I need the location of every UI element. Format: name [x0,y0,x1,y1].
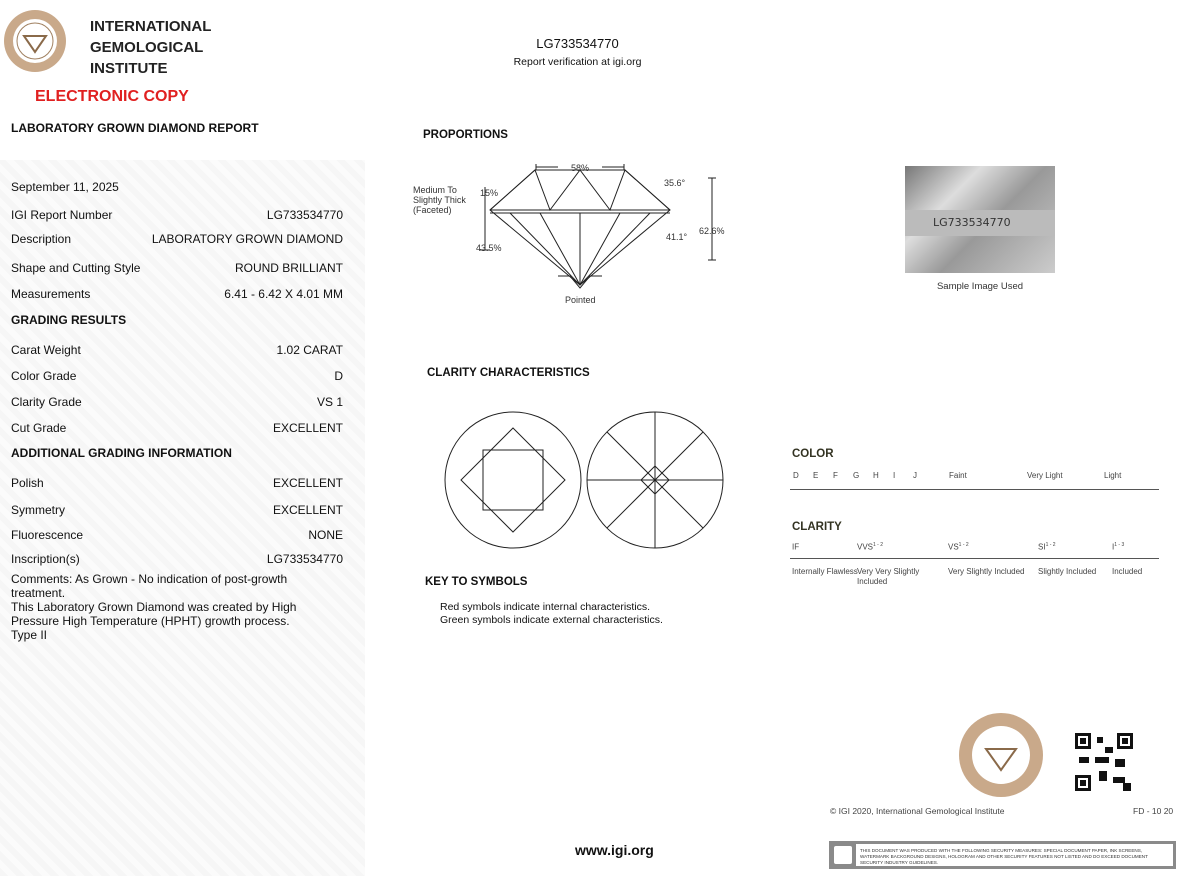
comment-line: Comments: As Grown - No indication of post-growth treatment. [11,572,288,600]
detail-value: EXCELLENT [272,476,343,490]
sample-image-caption: Sample Image Used [936,281,1024,292]
igi-seal [958,712,1044,798]
sample-inscription-text: LG733534770 [905,210,1055,236]
culet: Pointed [565,295,596,305]
table-percent: 58% [571,163,590,173]
detail-row [11,476,343,490]
detail-label: Cut Grade [11,421,67,435]
clarity-code: VS [948,542,959,552]
detail-row [11,287,343,301]
form-code: FD - 10 20 [1133,806,1174,816]
detail-row [11,180,343,194]
clarity-grade [792,542,799,552]
additional-grading-heading: ADDITIONAL GRADING INFORMATION [11,446,232,460]
detail-row [11,232,343,246]
color-grade: J [913,471,917,480]
clarity-desc: Very Very Slightly Included [857,567,920,586]
clarity-sup: 1 - 3 [1114,542,1125,548]
qr-code[interactable] [1075,733,1133,791]
detail-label: Symmetry [11,503,65,517]
clarity-plot-diagrams [443,411,728,551]
clarity-code: VVS [857,542,874,552]
clarity-grade [948,542,969,552]
clarity-desc: Very Slightly Included [948,567,1025,576]
detail-value: D [334,369,343,383]
girdle-label [413,185,466,215]
website-link[interactable]: www.igi.org [575,842,654,858]
detail-row [11,421,343,435]
color-grade: G [853,471,860,480]
color-range: Faint [949,471,967,480]
org-line: GEMOLOGICAL [90,39,204,56]
detail-value: NONE [308,528,343,542]
pavilion-angle: 41.1° [666,232,688,242]
copyright: © IGI 2020, International Gemological Institute [830,806,1005,816]
detail-value: 1.02 CARAT [276,343,343,357]
detail-row [11,343,343,357]
crown-height: 15% [480,188,499,198]
total-depth: 62.6% [699,226,725,236]
detail-row [11,528,343,542]
clarity-desc: Slightly Included [1038,567,1097,576]
detail-value: LG733534770 [266,208,343,222]
detail-row [11,552,343,566]
clarity-code: SI [1038,542,1046,552]
detail-label: Polish [11,476,44,490]
clarity-scale-divider [790,558,1159,559]
key-line: Red symbols indicate internal characteristics. [440,601,651,613]
report-number-header: LG733534770 [536,36,619,51]
detail-value: 6.41 - 6.42 X 4.01 MM [224,287,343,301]
electronic-copy-label: ELECTRONIC COPY [35,88,189,105]
detail-row [11,261,343,275]
detail-label: Shape and Cutting Style [11,261,141,275]
color-scale-divider [790,489,1159,490]
key-to-symbols-text [440,601,663,627]
sample-inscription-image [905,166,1055,273]
color-grade: H [873,471,879,480]
detail-row [11,369,343,383]
comments [11,572,341,642]
clarity-grade [857,542,883,552]
detail-row [11,395,343,409]
girdle-line: Medium To [413,185,457,195]
clarity-sup: 1 - 2 [958,542,969,548]
proportions-diagram [480,160,730,300]
clarity-grade [1112,542,1124,552]
detail-label: Inscription(s) [11,552,80,566]
color-range: Very Light [1027,471,1063,480]
detail-value: ROUND BRILLIANT [234,261,343,275]
detail-value: EXCELLENT [272,421,343,435]
comment-line: Type II [11,628,48,642]
detail-row [11,503,343,517]
detail-value: LABORATORY GROWN DIAMOND [151,232,343,246]
detail-value: EXCELLENT [272,503,343,517]
clarity-grade [1038,542,1056,552]
detail-label: Fluorescence [11,528,84,542]
detail-value: LG733534770 [266,552,343,566]
proportions-heading: PROPORTIONS [423,129,508,141]
color-grade: D [793,471,799,480]
girdle-line: Slightly Thick [413,195,466,205]
verification-link[interactable]: Report verification at igi.org [513,56,642,68]
grading-results-heading: GRADING RESULTS [11,313,127,327]
clarity-desc: Internally Flawless [792,567,858,576]
lock-document-icon [834,846,852,864]
key-to-symbols-heading: KEY TO SYMBOLS [425,576,528,588]
security-text: THIS DOCUMENT WAS PRODUCED WITH THE FOLLOWING SECURITY MEASURES: SPECIAL DOCUMENT PAPER, INK SCREENS, WATERMARK BACKGROUND DESIGNS, HOLOGRAM AND OTHER SECURITY FEATURES NOT LISTED AND DO EXCEED DOCUMENT SECURITY INDUSTRY GUIDELINES. [856,844,1173,866]
crown-angle: 35.6° [664,178,686,188]
org-line: INTERNATIONAL [90,18,212,35]
color-grade: F [833,471,838,480]
security-notice [829,841,1176,869]
detail-label: Carat Weight [11,343,81,357]
detail-label: Description [11,232,72,246]
detail-label: IGI Report Number [11,208,113,222]
clarity-scale-heading: CLARITY [792,521,842,533]
detail-label: Measurements [11,287,91,301]
detail-value: VS 1 [316,395,343,409]
igi-seal-logo [2,8,68,74]
org-name [90,16,211,79]
clarity-desc: Included [1112,567,1143,576]
color-grade: I [893,471,896,480]
clarity-sup: 1 - 2 [873,542,884,548]
key-line: Green symbols indicate external characteristics. [440,614,663,626]
girdle-line: (Faceted) [413,205,452,215]
color-scale-heading: COLOR [792,448,834,460]
clarity-code: IF [792,542,800,552]
detail-label: Clarity Grade [11,395,82,409]
comment-line: This Laboratory Grown Diamond was created by High Pressure High Temperature (HPHT) growth process. [11,600,297,628]
clarity-sup: 1 - 2 [1045,542,1056,548]
org-line: INSTITUTE [90,60,168,77]
color-range: Light [1104,471,1122,480]
color-grade: E [813,471,819,480]
detail-label: Color Grade [11,369,77,383]
pavilion-depth: 43.5% [476,243,502,253]
detail-row [11,208,343,222]
detail-label: September 11, 2025 [11,180,119,194]
clarity-code: I [1112,542,1115,552]
clarity-characteristics-heading: CLARITY CHARACTERISTICS [427,367,590,379]
report-title: LABORATORY GROWN DIAMOND REPORT [11,121,259,135]
